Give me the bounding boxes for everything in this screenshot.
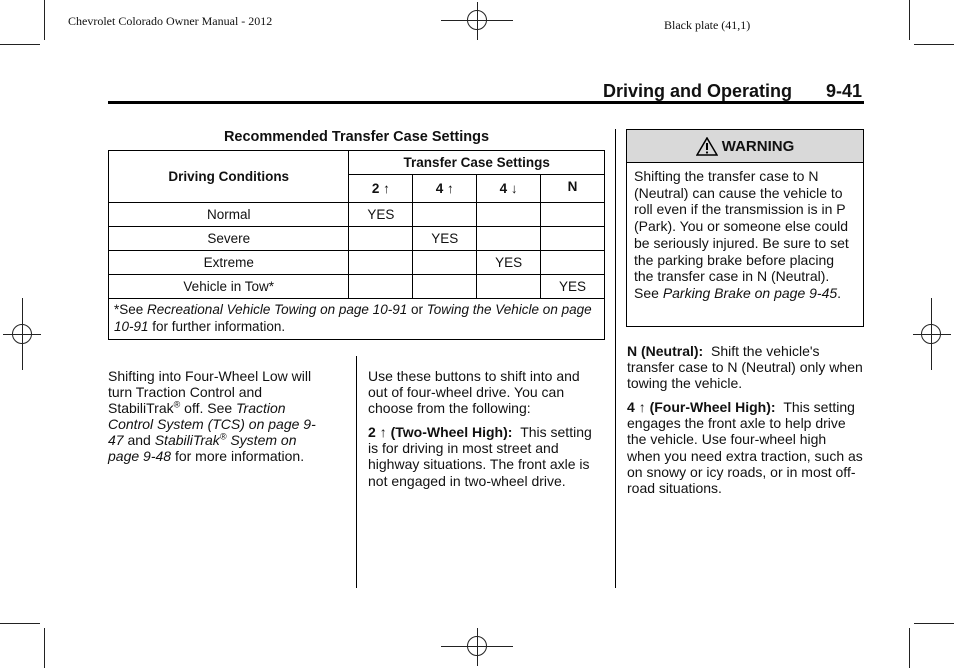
arrow-down-icon: ↓ — [510, 181, 518, 196]
table-cell — [349, 275, 413, 299]
crop-mark — [44, 628, 45, 668]
table-footnote: *See Recreational Vehicle Towing on page 10-91 or Towing the Vehicle on page 10-91 for further information. — [109, 299, 605, 340]
driving-conditions-header: Driving Conditions — [109, 151, 349, 203]
paragraph: 4 ↑ (Four-Wheel High): This setting engages the front axle to help drive the vehicle. Use four-wheel high when you need extra traction, such as on snowy or icy roads, or in most off-road situations. — [627, 399, 863, 496]
section-title: Driving and Operating — [603, 81, 793, 101]
table-cell — [541, 203, 605, 227]
table-row — [109, 203, 605, 227]
setting-heading: 2 ↑ (Two-Wheel High): — [368, 424, 513, 441]
paragraph: Shifting into Four-Wheel Low will turn Traction Control and StabiliTrak® off. See Traction Control System (TCS) on page 9-47 and StabiliTrak® System on page 9-48 for more information. — [108, 368, 316, 465]
table-cell — [477, 227, 541, 251]
table-cell — [349, 251, 413, 275]
body-column-1 — [108, 368, 320, 473]
gear-header: 4 ↑ — [413, 175, 477, 203]
table-cell: YES — [349, 203, 413, 227]
condition-cell: Extreme — [109, 251, 349, 275]
table-cell — [477, 275, 541, 299]
paragraph: Use these buttons to shift into and out of four-wheel drive. You can choose from the following: — [368, 368, 580, 417]
transfer-settings-header: Transfer Case Settings — [349, 151, 605, 175]
table-footnote-row — [109, 299, 605, 340]
setting-heading: 4 ↑ (Four-Wheel High): — [627, 399, 776, 416]
table-row — [109, 275, 605, 299]
print-header-left: Chevrolet Colorado Owner Manual - 2012 — [68, 14, 273, 28]
crop-mark — [914, 623, 954, 624]
arrow-up-icon: ↑ — [638, 399, 646, 416]
crop-mark — [909, 0, 910, 40]
table-cell — [413, 203, 477, 227]
transfer-case-table — [108, 150, 605, 340]
warning-title: WARNING — [721, 137, 795, 155]
table-cell — [541, 251, 605, 275]
table-cell — [477, 203, 541, 227]
warning-triangle-icon — [696, 137, 718, 156]
arrow-up-icon: ↑ — [383, 181, 390, 196]
body-column-3 — [627, 343, 863, 504]
table-cell — [349, 227, 413, 251]
crop-mark — [909, 628, 910, 668]
cross-reference: Parking Brake on page 9-45 — [662, 284, 838, 301]
table-cell — [541, 227, 605, 251]
print-header-right: Black plate (41,1) — [664, 18, 751, 32]
table-cell — [413, 275, 477, 299]
table-cell: YES — [477, 251, 541, 275]
table-row — [109, 251, 605, 275]
header-rule — [108, 101, 864, 104]
table-cell: YES — [541, 275, 605, 299]
column-divider — [615, 129, 616, 588]
table-title: Recommended Transfer Case Settings — [223, 129, 490, 145]
arrow-up-icon: ↑ — [379, 424, 387, 441]
setting-heading: N (Neutral): — [627, 343, 704, 359]
gear-header: 2 ↑ — [349, 175, 413, 203]
gear-header: 4 ↓ — [477, 175, 541, 203]
warning-text: Shifting the transfer case to N (Neutral) can cause the vehicle to roll even if the transmission is in P (Park). You or someone else could be seriously injured. Be sure to set the parking brake before placing the transfer case in N (Neutral). See Parking Brake on page 9-45. — [634, 168, 849, 301]
cross-reference: StabiliTrak® System on page 9-48 — [108, 431, 297, 465]
cross-reference: Recreational Vehicle Towing on page 10-91 — [147, 302, 408, 317]
column-divider — [356, 356, 357, 588]
crop-mark — [0, 44, 40, 45]
table-cell: YES — [413, 227, 477, 251]
condition-cell: Normal — [109, 203, 349, 227]
crop-mark — [44, 0, 45, 40]
paragraph: 2 ↑ (Two-Wheel High): This setting is for driving in most street and highway situations. The front axle is not engaged in two-wheel drive. — [368, 424, 592, 489]
crop-mark — [914, 44, 954, 45]
body-column-2 — [368, 368, 603, 497]
table-row — [109, 227, 605, 251]
warning-box — [626, 129, 864, 327]
paragraph: N (Neutral): Shift the vehicle's transfer case to N (Neutral) only when towing the vehicle. — [627, 343, 863, 392]
arrow-up-icon: ↑ — [447, 181, 454, 196]
cross-reference: Traction Control System (TCS) on page 9-47 — [108, 400, 316, 449]
page-number: 9-41 — [826, 81, 863, 101]
gear-header: N — [541, 175, 605, 203]
table-cell — [413, 251, 477, 275]
cross-reference: Towing the Vehicle on page 10-91 — [114, 302, 592, 334]
warning-header — [627, 130, 863, 163]
crop-mark — [0, 623, 40, 624]
condition-cell: Vehicle in Tow* — [109, 275, 349, 299]
condition-cell: Severe — [109, 227, 349, 251]
